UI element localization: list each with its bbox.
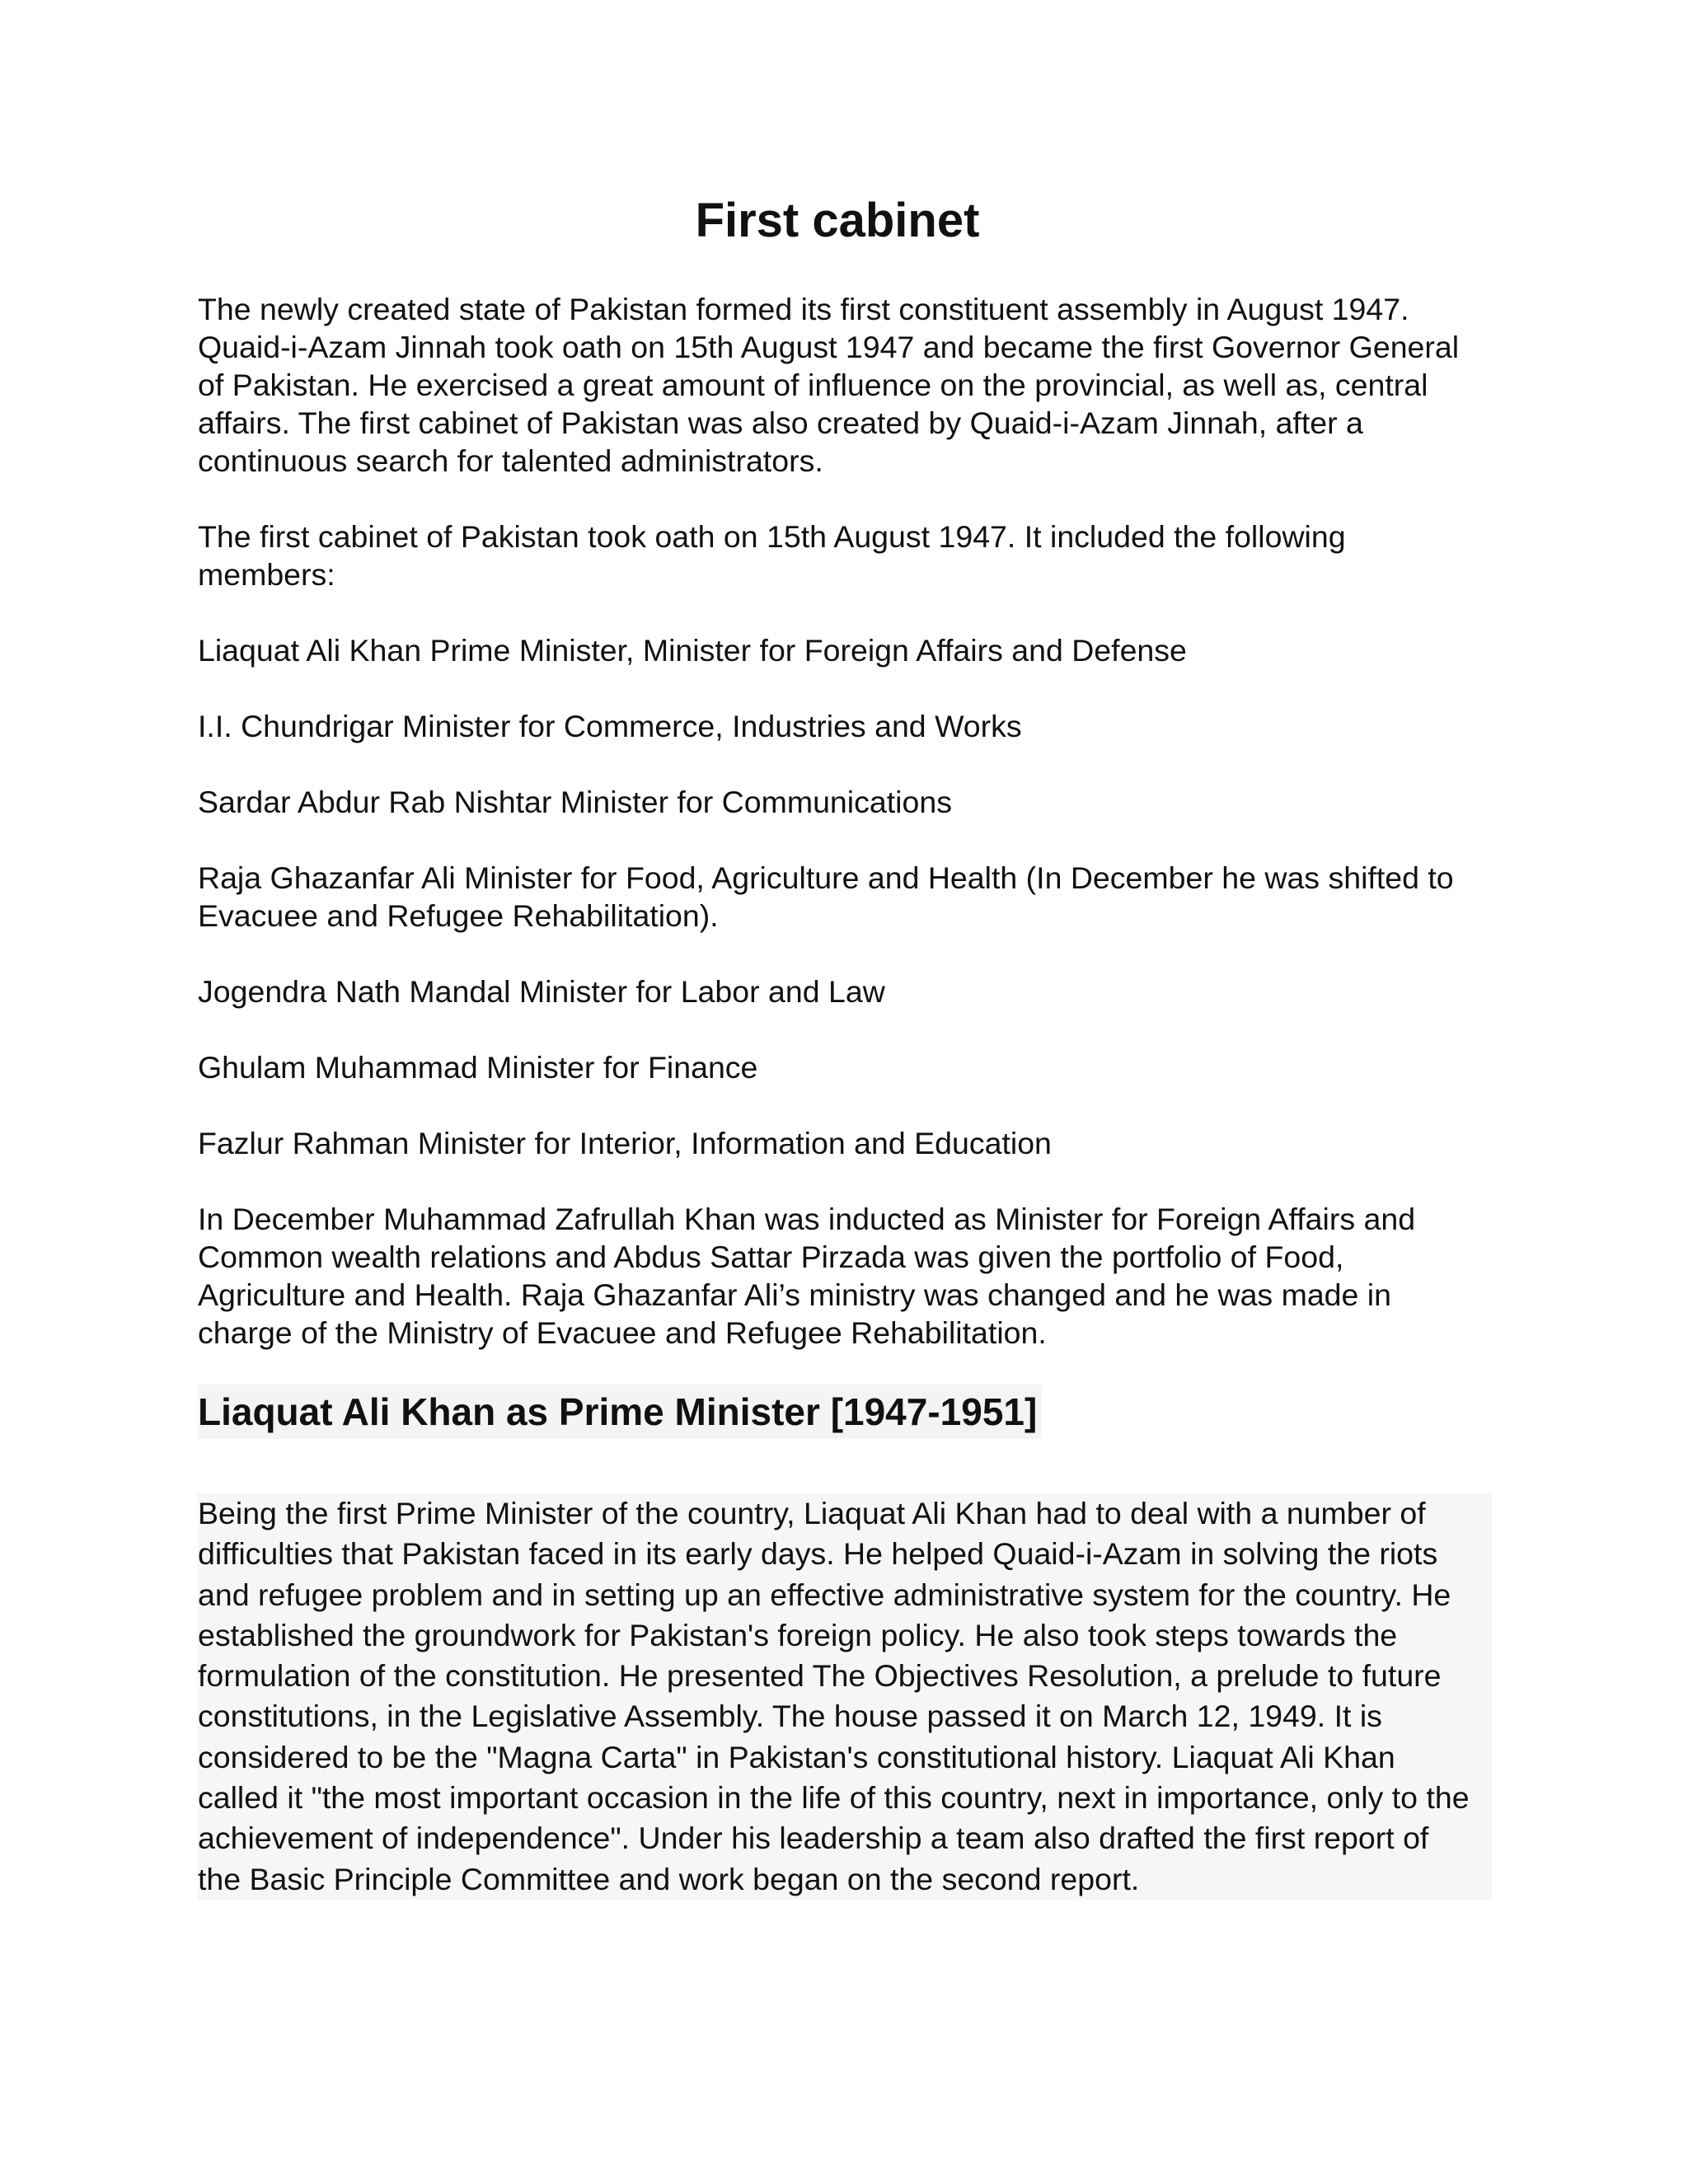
section-heading: Liaquat Ali Khan as Prime Minister [1947-1951] [198,1385,1042,1439]
intro-paragraph: The newly created state of Pakistan formed its first constituent assembly in August 1947. Quaid-i-Azam Jinnah took oath on 15th August 1947 and became the first Governor General of Pakistan. He exercised a great amount of influence on the provincial, as well as, central affairs. The first cabinet of Pakistan was also created by Quaid-i-Azam Jinnah, after a continuous search for talented administrators. [198,292,1460,478]
cabinet-member-item: Raja Ghazanfar Ali Minister for Food, Agriculture and Health (In December he was shifted to Evacuee and Refugee Rehabilitation). [198,860,1454,933]
cabinet-member-item: Fazlur Rahman Minister for Interior, Information and Education [198,1126,1052,1160]
december-note-paragraph: In December Muhammad Zafrullah Khan was inducted as Minister for Foreign Affairs and Common wealth relations and Abdus Sattar Pirzada was given the portfolio of Food, Agriculture and Health. Raja Ghazanfar Ali’s ministry was changed and he was made in charge of the Ministry of Evacuee and Refugee Rehabilitation. [198,1202,1416,1350]
cabinet-member-item: I.I. Chundrigar Minister for Commerce, Industries and Works [198,709,1022,743]
section-body-paragraph: Being the first Prime Minister of the country, Liaquat Ali Khan had to deal with a number of difficulties that Pakistan faced in its early days. He helped Quaid-i-Azam in solving the riots and refugee problem and in setting up an effective administrative system for the country. He established the groundwork for Pakistan's foreign policy. He also took steps towards the formulation of the constitution. He presented The Objectives Resolution, a prelude to future constitutions, in the Legislative Assembly. The house passed it on March 12, 1949. It is considered to be the "Magna Carta" in Pakistan's constitutional history. Liaquat Ali Khan called it "the most important occasion in the life of this country, next in importance, only to the achievement of independence". Under his leadership a team also drafted the first report of the Basic Principle Committee and work began on the second report. [198,1493,1492,1900]
cabinet-member-item: Sardar Abdur Rab Nishtar Minister for Communications [198,785,952,819]
cabinet-member-item: Ghulam Muhammad Minister for Finance [198,1050,758,1085]
page-title: First cabinet [695,194,980,247]
cabinet-member-item: Jogendra Nath Mandal Minister for Labor and Law [198,974,885,1009]
cabinet-member-item: Liaquat Ali Khan Prime Minister, Minister for Foreign Affairs and Defense [198,633,1187,668]
cabinet-intro-paragraph: The first cabinet of Pakistan took oath on 15th August 1947. It included the following members: [198,519,1346,592]
